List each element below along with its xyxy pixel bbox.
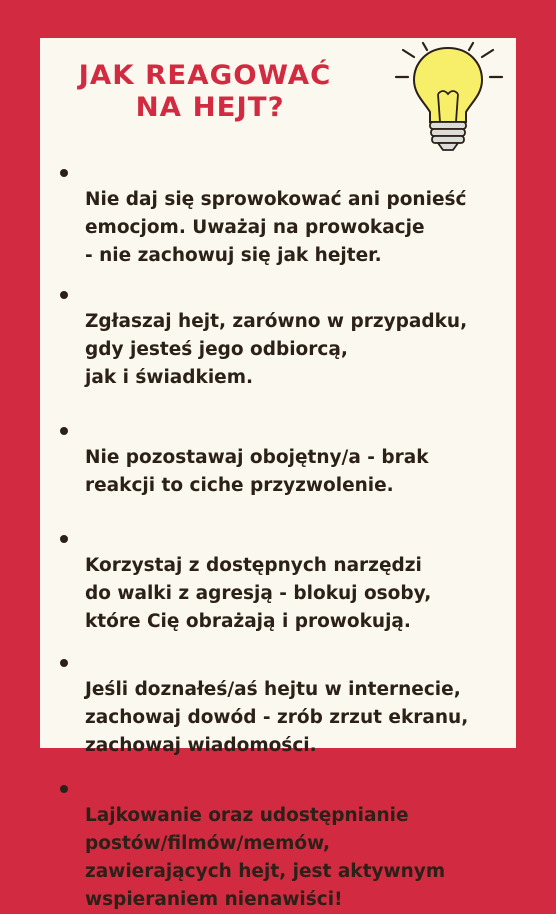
bullet-icon	[60, 291, 68, 299]
bullet-icon	[60, 535, 68, 543]
list-item: Nie daj się sprowokować ani ponieść emocjom. Uważaj na prowokacje - nie zachowuj się jak hejter.	[40, 158, 516, 270]
page-title	[37, 60, 374, 124]
list-item: Zgłaszaj hejt, zarówno w przypadku, gdy jesteś jego odbiorcą, jak i świadkiem.	[40, 280, 516, 392]
list-item: Nie pozostawaj obojętny/a - brak reakcji to ciche przyzwolenie.	[40, 416, 516, 500]
lightbulb-icon	[388, 40, 506, 152]
bullet-icon	[60, 427, 68, 435]
list-item: Jeśli doznałeś/aś hejtu w internecie, zachowaj dowód - zrób zrzut ekranu, zachowaj wiadomości.	[40, 648, 516, 760]
bullet-icon	[60, 785, 68, 793]
title-line-1: JAK REAGOWAĆ	[78, 60, 332, 91]
bullet-icon	[60, 659, 68, 667]
title-line-2: NA HEJT?	[135, 92, 285, 123]
advice-list	[40, 158, 516, 914]
bullet-icon	[60, 169, 68, 177]
list-item: Lajkowanie oraz udostępnianie postów/filmów/memów, zawierających hejt, jest aktywnym wspieraniem nienawiści!	[40, 774, 516, 914]
poster-card	[40, 38, 516, 910]
list-item: Korzystaj z dostępnych narzędzi do walki z agresją - blokuj osoby, które Cię obrażają i prowokują.	[40, 524, 516, 636]
